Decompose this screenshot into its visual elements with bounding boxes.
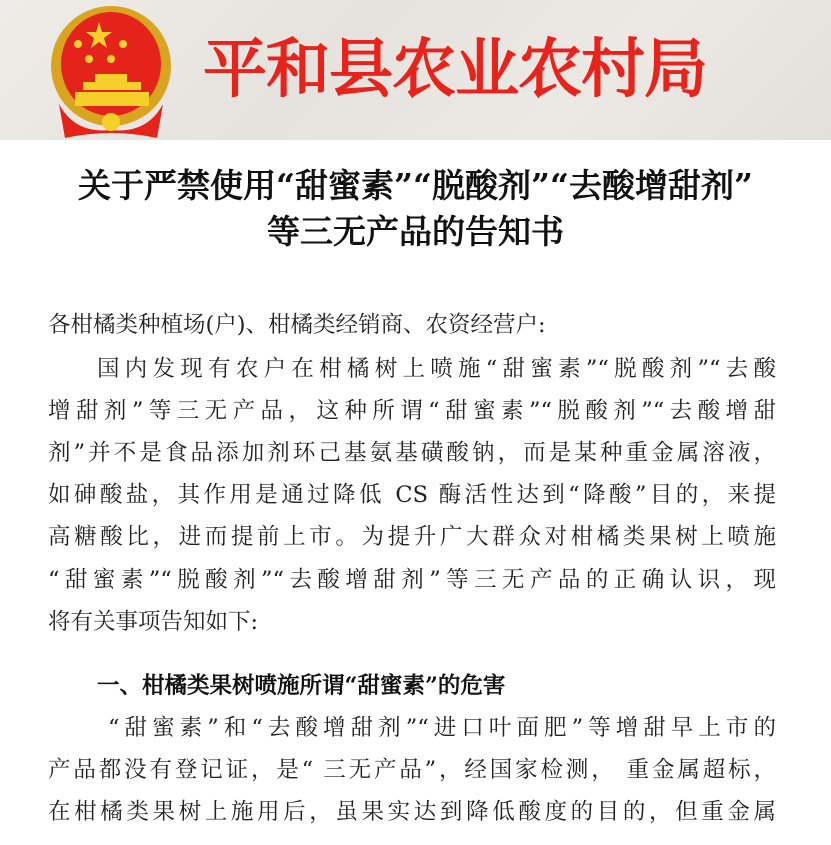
salutation: 各柑橘类种植场(户)、柑橘类经销商、农资经营户:: [48, 312, 546, 338]
national-emblem-icon: [45, 4, 177, 140]
paragraph-1-line: 国内发现有农户在柑橘树上喷施“甜蜜素”“脱酸剂”“去酸: [97, 356, 776, 382]
paragraph-1-line: 将有关事项告知如下:: [48, 609, 259, 635]
document-title-line-1: 关于严禁使用“甜蜜素”“脱酸剂”“去酸增甜剂”: [78, 166, 753, 205]
organization-name: 平和县农业农村局: [203, 33, 707, 107]
paragraph-1-line: 剂”并不是食品添加剂环己基氨基磺酸钠，而是某种重金属溶液，: [48, 440, 776, 466]
paragraph-1-line: 如砷酸盐，其作用是通过降低 CS 酶活性达到“降酸”目的，来提: [48, 482, 776, 508]
section-heading-1: 一、柑橘类果树喷施所谓“甜蜜素”的危害: [97, 673, 506, 699]
paragraph-2-line: “甜蜜素”和“去酸增甜剂”“进口叶面肥”等增甜早上市的: [108, 715, 776, 741]
header-banner: [0, 0, 831, 140]
paragraph-2-line: 在柑橘类果树上施用后，虽果实达到降低酸度的目的，但重金属: [48, 799, 776, 825]
paragraph-1-line: “甜蜜素”“脱酸剂”“去酸增甜剂”等三无产品的正确认识，现: [48, 567, 776, 593]
document-title-line-2: 等三无产品的告知书: [267, 212, 564, 251]
paragraph-1-line: 高糖酸比，进而提前上市。为提升广大群众对柑橘类果树上喷施: [48, 524, 776, 550]
paragraph-2-line: 产品都没有登记证，是“ 三无产品”，经国家检测， 重金属超标，: [48, 757, 776, 783]
paragraph-1-line: 增甜剂”等三无产品，这种所谓“甜蜜素”“脱酸剂”“去酸增甜: [48, 398, 776, 424]
